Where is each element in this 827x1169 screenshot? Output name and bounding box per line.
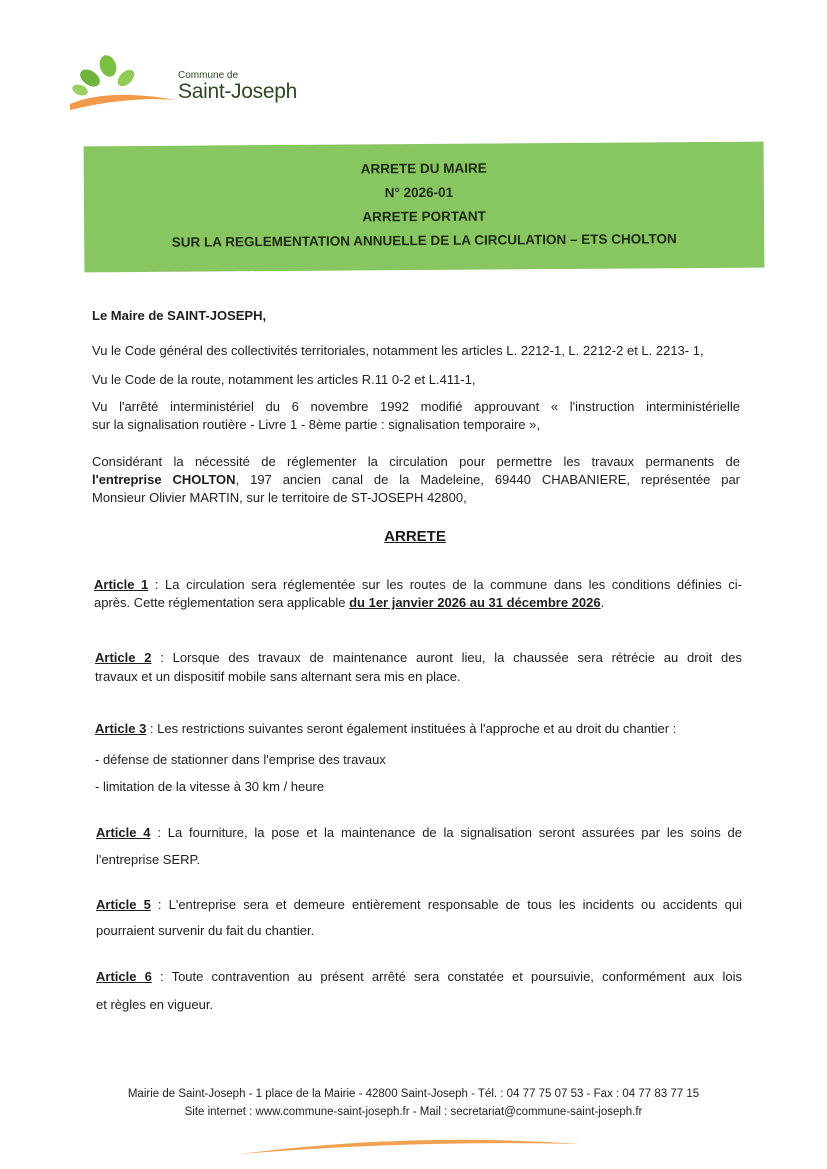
vu-arrete-1992-line2: sur la signalisation routière - Livre 1 - 8ème partie : signalisation temporaire », — [92, 417, 540, 432]
leaves-icon — [68, 52, 178, 118]
commune-logo — [68, 52, 297, 118]
arrete-heading: ARRETE — [384, 528, 446, 545]
article-6-text1: : Toute contravention au présent arrêté sera constatée et poursuivie, conformément aux lois — [151, 969, 742, 984]
title-arrete-du-maire: ARRETE DU MAIRE — [360, 160, 487, 177]
article-5-line1 — [96, 896, 742, 913]
article-6-line1 — [96, 968, 742, 985]
article-1-label: Article 1 — [94, 577, 149, 592]
article-1-period: . — [600, 595, 605, 610]
considerant-line3: Monsieur Olivier MARTIN, sur le territoire de ST-JOSEPH 42800, — [92, 490, 467, 505]
footer-swoosh-icon — [240, 1134, 580, 1156]
article-2-text1: : Lorsque des travaux de maintenance auront lieu, la chaussée sera rétrécie au droit des — [151, 650, 742, 665]
article-6-line2: et règles en vigueur. — [96, 997, 214, 1012]
footer-address: Mairie de Saint-Joseph - 1 place de la Mairie - 42800 Saint-Joseph - Tél. : 04 77 75 07 53 - Fax : 04 77 83 77 15 — [127, 1088, 700, 1100]
article-4-label: Article 4 — [96, 825, 151, 840]
article-2-line1 — [95, 649, 742, 666]
footer-contact: Site internet : www.commune-saint-joseph.fr - Mail : secretariat@commune-saint-joseph.fr — [184, 1106, 643, 1118]
article-5-line2: pourraient survenir du fait du chantier. — [96, 923, 315, 938]
vu-code-route: Vu le Code de la route, notamment les articles R.11 0-2 et L.411-1, — [92, 372, 476, 387]
article-3-text1: : Les restrictions suivantes seront également instituées à l'approche et au droit du chantier : — [146, 721, 677, 736]
title-subject: SUR LA REGLEMENTATION ANNUELLE DE LA CIRCULATION – ETS CHOLTON — [171, 231, 677, 250]
company-address: , 197 ancien canal de la Madeleine, 69440 CHABANIERE, représentée par — [235, 472, 741, 487]
article-4-text1: : La fourniture, la pose et la maintenance de la signalisation seront assurées par les soins de — [150, 825, 742, 840]
company-name: l'entreprise CHOLTON — [92, 472, 236, 487]
article-1-dates: du 1er janvier 2026 au 31 décembre 2026 — [349, 595, 601, 610]
article-1-text2: après. Cette réglementation sera applicable — [94, 595, 350, 610]
vu-cgct: Vu le Code général des collectivités territoriales, notamment les articles L. 2212-1, L. 2212-2 et L. 2213- 1, — [92, 343, 704, 358]
logo-small-text: Commune de — [178, 70, 239, 81]
article-6-label: Article 6 — [96, 969, 152, 984]
title-band — [84, 142, 765, 273]
article-3-bullet-1: - défense de stationner dans l'emprise des travaux — [95, 752, 386, 767]
article-3-bullet-2: - limitation de la vitesse à 30 km / heure — [95, 779, 325, 794]
article-4-line2: l'entreprise SERP. — [96, 852, 201, 867]
article-3-line1 — [95, 720, 676, 737]
vu-arrete-1992-line1: Vu l'arrêté interministériel du 6 novembre 1992 modifié approuvant « l'instruction interministérielle — [92, 399, 740, 414]
title-arrete-portant: ARRETE PORTANT — [362, 208, 486, 225]
article-5-text1: : L'entreprise sera et demeure entièrement responsable de tous les incidents ou accidents qui — [150, 897, 742, 912]
logo-town-name: Saint-Joseph — [178, 80, 297, 103]
article-4-line1 — [96, 824, 742, 841]
article-1-line1 — [94, 576, 742, 593]
article-2-line2: travaux et un dispositif mobile sans alternant sera mis en place. — [95, 669, 461, 684]
considerant-line1: Considérant la nécessité de réglementer la circulation pour permettre les travaux permanents de — [92, 454, 740, 469]
considerant-line2 — [92, 471, 740, 488]
article-5-label: Article 5 — [96, 897, 151, 912]
article-1-text1: : La circulation sera réglementée sur les routes de la commune dans les conditions définies ci- — [148, 577, 743, 592]
article-2-label: Article 2 — [95, 650, 152, 665]
title-number: N° 2026-01 — [384, 184, 454, 201]
maire-line: Le Maire de SAINT-JOSEPH, — [92, 308, 267, 323]
article-1-line2 — [94, 594, 604, 611]
article-3-label: Article 3 — [95, 721, 147, 736]
